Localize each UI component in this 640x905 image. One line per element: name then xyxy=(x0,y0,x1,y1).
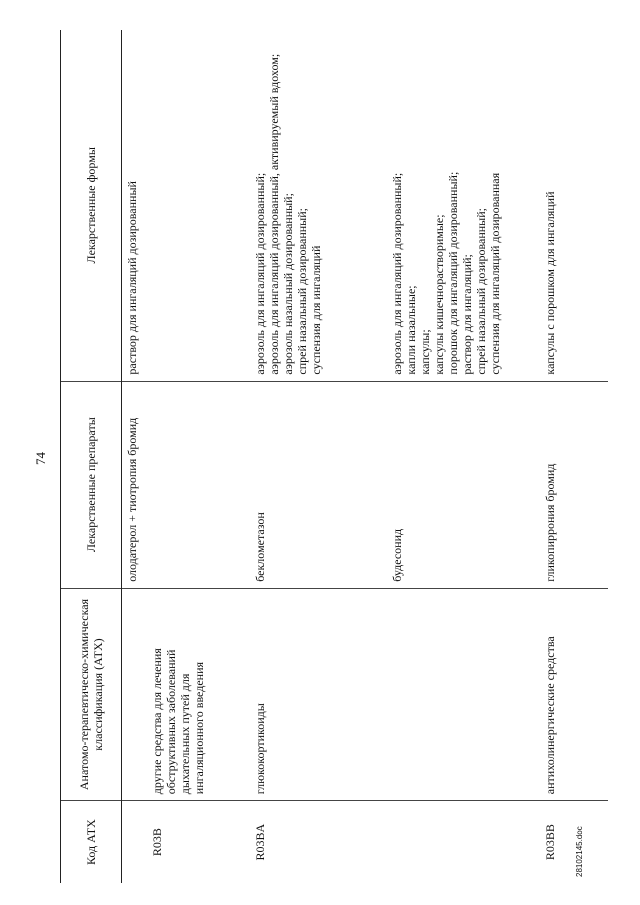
dosage-form: капли назальные; xyxy=(404,285,418,375)
header-code: Код АТХ xyxy=(61,801,122,883)
dosage-forms xyxy=(122,30,143,381)
dosage-forms xyxy=(539,30,608,381)
drug-name: беклометазон xyxy=(249,381,386,588)
atc-class xyxy=(386,588,539,800)
atc-class xyxy=(122,588,143,800)
atc-code xyxy=(122,801,143,883)
drug-name: олодатерол + тиотропия бромид xyxy=(122,381,143,588)
dosage-form: аэрозоль назальный дозированный; xyxy=(281,193,295,375)
dosage-form: аэрозоль для ингаляций дозированный; xyxy=(390,172,404,375)
dosage-form: суспензия для ингаляций xyxy=(309,245,323,375)
page-number: 74 xyxy=(33,452,48,465)
drug-name xyxy=(142,381,249,588)
table-row xyxy=(539,30,608,883)
dosage-form: аэрозоль для ингаляций дозированный, активируемый вдохом; xyxy=(267,53,281,375)
dosage-form: спрей назальный дозированный; xyxy=(295,208,309,375)
dosage-form: аэрозоль для ингаляций дозированный; xyxy=(253,172,267,375)
table-row xyxy=(386,30,539,883)
dosage-form: раствор для ингаляций дозированный xyxy=(125,181,139,375)
atc-code: R03B xyxy=(150,828,164,857)
dosage-form: раствор для ингаляций; xyxy=(460,254,474,375)
dosage-form: капсулы кишечнорастворимые; xyxy=(432,214,446,375)
dosage-forms xyxy=(142,30,249,381)
dosage-form: спрей назальный дозированный; xyxy=(474,208,488,375)
atc-table xyxy=(60,30,608,883)
dosage-form: капсулы; xyxy=(418,329,432,375)
document-id: 28102145.doc xyxy=(575,826,584,877)
drug-name: гликопиррония бромид xyxy=(539,381,608,588)
table-row xyxy=(122,30,143,883)
dosage-form: порошок для ингаляций дозированный; xyxy=(446,171,460,375)
atc-code: R03BB xyxy=(543,824,557,861)
atc-class: другие средства для лечения обструктивных заболеваний дыхательных путей для ингаляционного введения xyxy=(142,588,249,800)
header-forms: Лекарственные формы xyxy=(61,30,122,381)
dosage-forms xyxy=(386,30,539,381)
drug-name: будесонид xyxy=(386,381,539,588)
atc-class: глюкокортикоиды xyxy=(249,588,386,800)
table-row xyxy=(142,30,249,883)
atc-code xyxy=(386,801,539,883)
table-row xyxy=(249,30,386,883)
dosage-forms xyxy=(249,30,386,381)
atc-code: R03BA xyxy=(253,823,267,861)
dosage-form: капсулы с порошком для ингаляций xyxy=(543,191,557,375)
table-header-row xyxy=(61,30,122,883)
atc-class: антихолинергические средства xyxy=(539,588,608,800)
header-atc: Анатомо-терапевтическо-химическая классификация (АТХ) xyxy=(61,588,122,800)
dosage-form: суспензия для ингаляций дозированная xyxy=(488,172,502,375)
header-drugs: Лекарственные препараты xyxy=(61,381,122,588)
